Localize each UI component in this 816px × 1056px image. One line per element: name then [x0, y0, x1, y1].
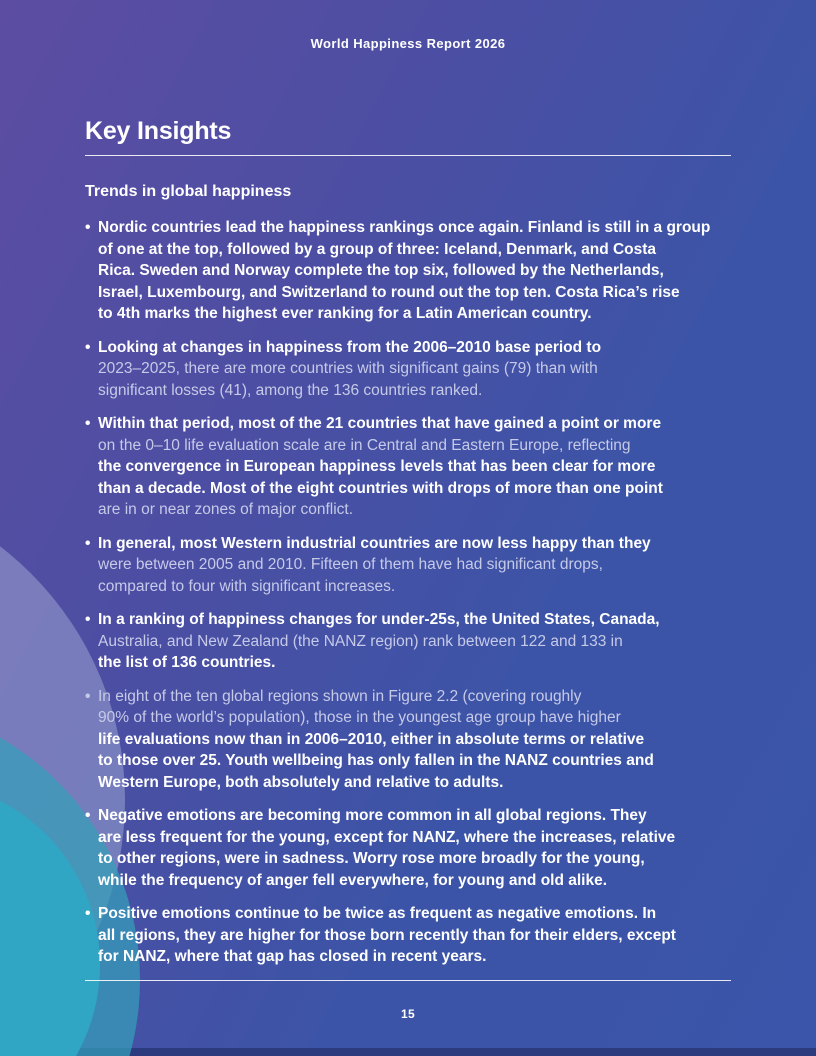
bullet-line: Rica. Sweden and Norway complete the top six, followed by the Netherlands,	[98, 262, 664, 279]
bullet-lines	[98, 217, 731, 325]
bullet-line: for NANZ, where that gap has closed in recent years.	[98, 948, 487, 965]
bullet-item	[85, 903, 731, 968]
bullet-dot: •	[85, 905, 91, 922]
page-number: 15	[401, 1006, 415, 1021]
bullet-line: the list of 136 countries.	[98, 654, 276, 671]
bullet-item	[85, 686, 731, 794]
bullet-line: 2023–2025, there are more countries with significant gains (79) than with	[98, 360, 598, 377]
bullet-line: the convergence in European happiness levels that has been clear for more	[98, 458, 656, 475]
bullet-dot: •	[85, 338, 91, 356]
bullet-line: In general, most Western industrial countries are now less happy than they	[98, 534, 651, 552]
bullet-line: Western Europe, both absolutely and relative to adults.	[98, 773, 504, 791]
bullet-line: 90% of the world’s population), those in the youngest age group have higher	[98, 709, 621, 726]
bullet-line: life evaluations now than in 2006–2010, either in absolute terms or relative	[98, 730, 645, 748]
bullet-dot: •	[85, 219, 91, 236]
bullet-line: while the frequency of anger fell everywhere, for young and old alike.	[98, 871, 608, 889]
bullet-item	[85, 337, 731, 402]
bullet-line: Within that period, most of the 21 countries that have gained a point or more	[98, 415, 662, 432]
bullet-line: to those over 25. Youth wellbeing has only fallen in the NANZ countries and	[98, 752, 654, 769]
bullet-dot: •	[85, 534, 91, 552]
bullet-dot: •	[85, 415, 91, 432]
bullet-line: were between 2005 and 2010. Fifteen of them have had significant drops,	[98, 556, 603, 573]
report-header-title: World Happiness Report 2026	[310, 36, 506, 51]
bullet-lines	[98, 686, 731, 794]
bullet-item	[85, 217, 731, 325]
section-heading: Trends in global happiness	[85, 183, 292, 200]
bullet-lines	[98, 903, 731, 968]
page-content	[85, 0, 731, 1021]
bullet-line: all regions, they are higher for those born recently than for their elders, except	[98, 926, 676, 944]
bullet-line: are less frequent for the young, except for NANZ, where the increases, relative	[98, 828, 676, 846]
bullet-line: to 4th marks the highest ever ranking for a Latin American country.	[98, 305, 592, 322]
bullet-line: are in or near zones of major conflict.	[98, 501, 354, 518]
bullet-dot: •	[85, 807, 91, 824]
bullet-item	[85, 609, 731, 674]
bullet-line: than a decade. Most of the eight countries with drops of more than one point	[98, 479, 663, 497]
bullet-line: Negative emotions are becoming more common in all global regions. They	[98, 807, 647, 824]
bullet-lines	[98, 413, 731, 521]
bullet-lines	[98, 337, 731, 402]
bullet-line: compared to four with significant increases.	[98, 577, 396, 595]
bullet-lines	[98, 533, 731, 598]
bullet-line: Australia, and New Zealand (the NANZ region) rank between 122 and 133 in	[98, 632, 623, 650]
bullet-line: Positive emotions continue to be twice as frequent as negative emotions. In	[98, 905, 657, 922]
bullet-dot: •	[85, 611, 91, 628]
bullet-lines	[98, 609, 731, 674]
bullet-line: In eight of the ten global regions shown in Figure 2.2 (covering roughly	[98, 687, 582, 705]
bullet-line: of one at the top, followed by a group of three: Iceland, Denmark, and Costa	[98, 240, 657, 258]
bullet-line: to other regions, were in sadness. Worry rose more broadly for the young,	[98, 850, 645, 867]
bullet-line: on the 0–10 life evaluation scale are in Central and Eastern Europe, reflecting	[98, 436, 631, 454]
title-divider	[85, 155, 731, 156]
bullet-line: Looking at changes in happiness from the 2006–2010 base period to	[98, 338, 602, 356]
bullet-item	[85, 533, 731, 598]
bullet-lines	[98, 805, 731, 891]
page-title: Key Insights	[85, 117, 232, 145]
bullet-line: In a ranking of happiness changes for under-25s, the United States, Canada,	[98, 611, 660, 628]
bullet-line: Israel, Luxembourg, and Switzerland to round out the top ten. Costa Rica’s rise	[98, 283, 680, 301]
bullet-item	[85, 413, 731, 521]
bullet-line: significant losses (41), among the 136 countries ranked.	[98, 381, 483, 399]
bullet-item	[85, 805, 731, 891]
bottom-divider	[85, 980, 731, 981]
insights-bullet-list	[85, 217, 731, 968]
bullet-line: Nordic countries lead the happiness rankings once again. Finland is still in a group	[98, 219, 711, 236]
bullet-dot: •	[85, 687, 91, 705]
